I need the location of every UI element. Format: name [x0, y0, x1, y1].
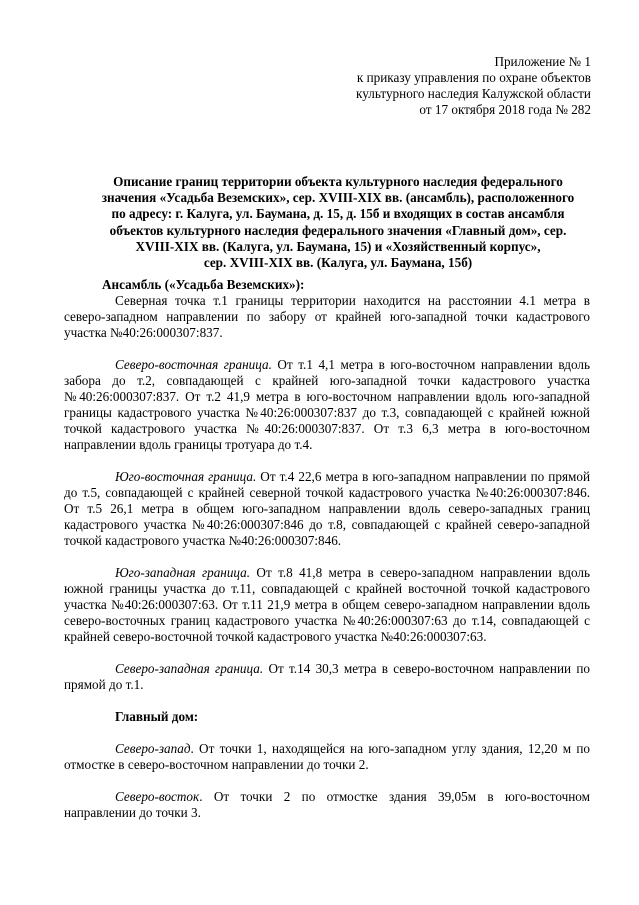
main-house-northeast-paragraph — [64, 789, 590, 821]
northwest-border-label: Северо-западная граница. — [115, 661, 264, 676]
northwest-border-text: От т.14 30,3 метра в северо-восточном направлении по прямой до т.1. — [64, 661, 590, 692]
northeast-border-label: Северо-восточная граница. — [115, 357, 272, 372]
document-title — [64, 174, 612, 271]
northeast-border-text: От т.1 4,1 метра в юго-восточном направлении вдоль забора до т.2, совпадающей с крайней юго-западной точки кадастрового участка №40:26:000307:837. От т.2 41,9 метра в юго-восточном направлении вдоль юго-западной границы кадастрового участка №40:26:000307:837 до т.3, совпадающей с крайней южной точкой кадастрового участка №40:26:000307:837. От т.3 6,3 метра в юго-восточном направлении вдоль границы тротуара до т.4. — [64, 357, 590, 452]
southeast-border-text: От т.4 22,6 метра в юго-западном направлении по прямой до т.5, совпадающей с крайней северной точкой кадастрового участка №40:26:000307:846. От т.5 26,1 метра в общем юго-западном направлении вдоль северо-западных границ кадастрового участка №40:26:000307:846 до т.8, совпадающей с крайней северо-западной точкой кадастрового участка №40:26:000307:846. — [64, 469, 590, 548]
appendix-line-4: от 17 октября 2018 года № 282 — [419, 102, 591, 117]
title-line-1: Описание границ территории объекта культурного наследия федерального — [113, 174, 563, 189]
main-house-heading: Главный дом: — [115, 709, 199, 724]
northeast-border-paragraph — [64, 357, 590, 453]
appendix-line-3: культурного наследия Калужской области — [356, 86, 591, 101]
title-line-3: по адресу: г. Калуга, ул. Баумана, д. 15, д. 15б и входящих в состав ансамбля — [111, 206, 565, 222]
main-house-northeast-text: . От точки 2 по отмостке здания 39,05м в юго-восточном направлении до точки 3. — [64, 789, 590, 820]
main-house-northwest-label: Северо-запад — [115, 741, 191, 756]
appendix-block — [356, 54, 591, 118]
title-line-2: значения «Усадьба Веземских», сер. XVIII-XIX вв. (ансамбль), расположенного — [101, 190, 575, 206]
main-house-northwest-paragraph — [64, 741, 590, 773]
document-body — [64, 277, 590, 821]
title-line-4: объектов культурного наследия федерального значения «Главный дом», сер. — [109, 222, 567, 238]
appendix-line-2: к приказу управления по охране объектов — [356, 70, 591, 85]
southwest-border-paragraph — [64, 565, 590, 645]
appendix-line-1: Приложение № 1 — [494, 54, 591, 69]
southeast-border-paragraph — [64, 469, 590, 549]
southwest-border-text: От т.8 41,8 метра в северо-западном направлении вдоль южной границы участка до т.11, совпадающей с крайней восточной точкой кадастрового участка №40:26:000307:63. От т.11 21,9 метра в общем северо-западном направлении вдоль северо-восточных границ кадастрового участка №40:26:000307:63 до т.14, совпадающей с крайней северо-восточной точкой кадастрового участка №40:26:000307:63. — [64, 565, 590, 644]
main-house-northeast-label: Северо-восток — [115, 789, 200, 804]
southeast-border-label: Юго-восточная граница. — [115, 469, 257, 484]
title-line-5: XVIII-XIX вв. (Калуга, ул. Баумана, 15) и «Хозяйственный корпус», — [135, 238, 541, 254]
main-house-northwest-text: . От точки 1, находящейся на юго-западном углу здания, 12,20 м по отмостке в северо-восточном направлении до точки 2. — [64, 741, 590, 772]
southwest-border-label: Юго-западная граница. — [115, 565, 251, 580]
title-line-6: сер. XVIII-XIX вв. (Калуга, ул. Баумана, 15б) — [203, 255, 473, 271]
ensemble-intro-paragraph: Северная точка т.1 границы территории находится на расстоянии 4.1 метра в северо-западном направлении по забору от крайней юго-западной точки кадастрового участка №40:26:000307:837. — [64, 293, 590, 340]
ensemble-heading: Ансамбль («Усадьба Веземских»): — [102, 277, 305, 292]
northwest-border-paragraph — [64, 661, 590, 693]
